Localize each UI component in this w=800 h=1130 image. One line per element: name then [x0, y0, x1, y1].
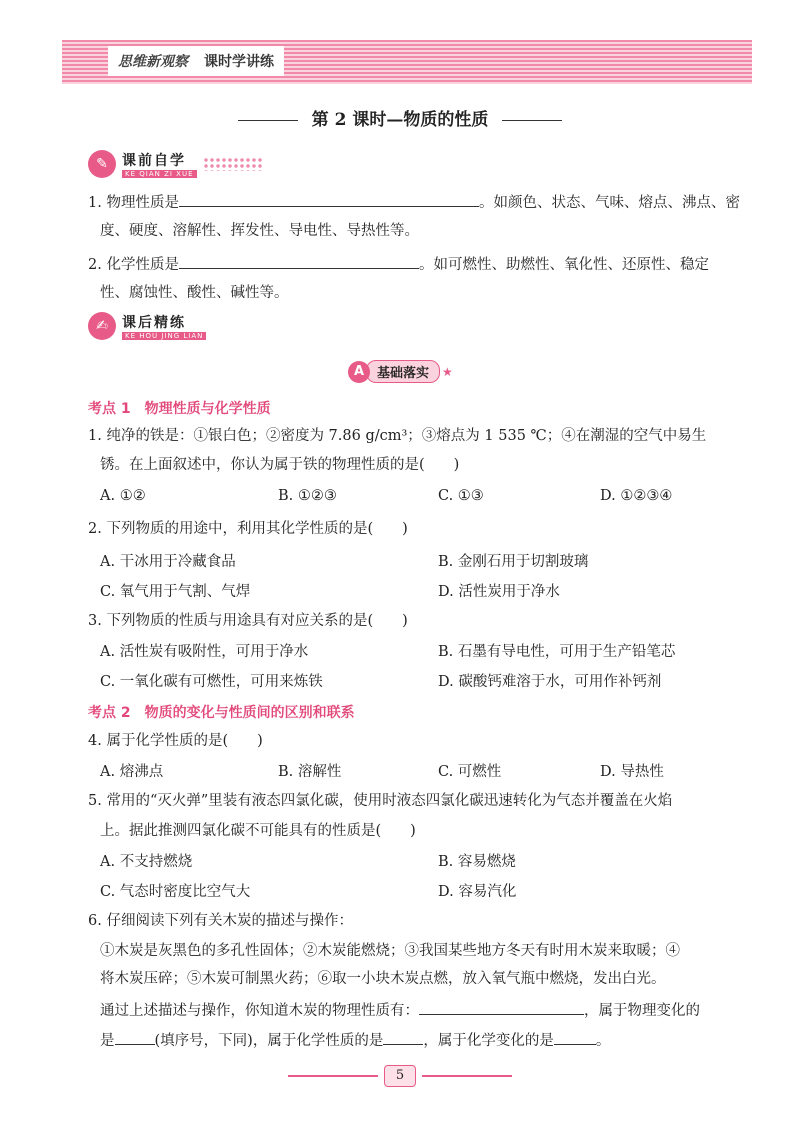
q6-stem-line4 — [100, 1000, 750, 1022]
q2-option-d[interactable]: D. 活性炭用于净水 — [438, 584, 560, 600]
q1-option-b[interactable]: B. ①②③ — [278, 488, 337, 504]
q2-stem: 2. 下列物质的用途中，利用其化学性质的是( ) — [88, 521, 408, 537]
section-post-badge — [88, 312, 206, 340]
answer-blank[interactable] — [179, 254, 419, 269]
q6-is-label: 是 — [100, 1033, 115, 1049]
q2-option-b[interactable]: B. 金刚石用于切割玻璃 — [438, 554, 589, 570]
q4-option-d[interactable]: D. 导热性 — [600, 764, 664, 780]
dot-pattern — [203, 157, 263, 171]
title-rule-right — [502, 120, 562, 121]
pre-q2-text: 。如可燃性、助燃性、氧化性、还原性、稳定 — [418, 257, 709, 273]
q2-option-c[interactable]: C. 氧气用于气割、气焊 — [100, 584, 251, 600]
q5-stem-line2: 上。据此推测四氯化碳不可能具有的性质是( ) — [100, 823, 416, 839]
q3-option-d[interactable]: D. 碳酸钙难溶于水，可用作补钙剂 — [438, 674, 662, 690]
header-tab — [108, 46, 284, 76]
q3-option-a[interactable]: A. 活性炭有吸附性，可用于净水 — [100, 644, 309, 660]
section-pre-title: 课前自学 — [122, 153, 186, 169]
pre-q1-text: 。如颜色、状态、气味、熔点、沸点、密 — [478, 195, 740, 211]
q3-stem: 3. 下列物质的性质与用途具有对应关系的是( ) — [88, 613, 408, 629]
title-rule-left — [238, 120, 298, 121]
q6-end: 。 — [595, 1033, 611, 1049]
answer-blank[interactable] — [115, 1030, 155, 1045]
section-post-title: 课后精练 — [122, 315, 186, 331]
q2-option-a[interactable]: A. 干冰用于冷藏食品 — [100, 554, 236, 570]
answer-blank[interactable] — [419, 1000, 584, 1015]
q1-stem-line2: 锈。在上面叙述中，你认为属于铁的物理性质的是( ) — [100, 457, 460, 473]
page-number-footer — [0, 1065, 800, 1087]
answer-blank[interactable] — [554, 1030, 596, 1045]
q4-option-c[interactable]: C. 可燃性 — [438, 764, 502, 780]
answer-blank[interactable] — [179, 192, 479, 207]
topic-2: 考点 2 物质的变化与性质间的区别和联系 — [88, 705, 355, 721]
q5-option-a[interactable]: A. 不支持燃烧 — [100, 854, 193, 870]
pre-q1-label: 1. 物理性质是 — [88, 195, 179, 211]
q6-stem-line3: 将木炭压碎；⑤木炭可制黑火药；⑥取一小块木炭点燃，放入氧气瓶中燃烧，发出白光。 — [100, 971, 666, 987]
q6-stem-line5 — [100, 1030, 750, 1052]
footer-rule-right — [422, 1075, 512, 1077]
page-number: 5 — [384, 1065, 416, 1087]
q4-option-b[interactable]: B. 溶解性 — [278, 764, 342, 780]
star-icon: ★ — [442, 364, 453, 379]
q3-option-c[interactable]: C. 一氧化碳有可燃性，可用来炼铁 — [100, 674, 323, 690]
section-pre-pinyin: KE QIAN ZI XUE — [122, 170, 197, 178]
title-dash: — — [386, 110, 404, 130]
q1-option-c[interactable]: C. ①③ — [438, 488, 484, 504]
lesson-topic: 物质的性质 — [403, 110, 489, 130]
answer-blank[interactable] — [383, 1030, 423, 1045]
q5-option-b[interactable]: B. 容易燃烧 — [438, 854, 516, 870]
q5-option-d[interactable]: D. 容易汽化 — [438, 884, 517, 900]
basic-badge — [348, 360, 453, 383]
q4-stem: 4. 属于化学性质的是( ) — [88, 733, 263, 749]
reading-icon: ✎ — [88, 150, 116, 178]
series-name: 思维新观察 — [118, 54, 188, 70]
book-name: 课时学讲练 — [204, 54, 274, 70]
badge-text: 基础落实 — [366, 360, 440, 383]
q6-chem-prop-label: (填序号，下同)，属于化学性质的是 — [154, 1033, 384, 1049]
q5-option-c[interactable]: C. 气态时密度比空气大 — [100, 884, 251, 900]
pre-q1-line2: 度、硬度、溶解性、挥发性、导电性、导热性等。 — [100, 223, 419, 239]
pencil-icon: ✍ — [88, 312, 116, 340]
pre-q2-line2: 性、腐蚀性、酸性、碱性等。 — [100, 285, 289, 301]
q6-chem-change-label: ，属于化学变化的是 — [423, 1033, 554, 1049]
q6-stem-line1: 6. 仔细阅读下列有关木炭的描述与操作： — [88, 913, 353, 929]
q6-stem-line2: ①木炭是灰黑色的多孔性固体；②木炭能燃烧；③我国某些地方冬天有时用木炭来取暖；④ — [100, 943, 680, 959]
section-pre-badge — [88, 150, 263, 178]
lesson-number: 第 2 课时 — [311, 110, 387, 130]
pre-q1-line1 — [88, 192, 738, 214]
q1-option-d[interactable]: D. ①②③④ — [600, 488, 673, 504]
q1-stem-line1: 1. 纯净的铁是：①银白色；②密度为 7.86 g/cm³；③熔点为 1 535 ℃；④在潮湿的空气中易生 — [88, 428, 707, 444]
q5-stem-line1: 5. 常用的“灭火弹”里装有液态四氯化碳，使用时液态四氯化碳迅速转化为气态并覆盖在火焰 — [88, 793, 673, 809]
pre-q2-line1 — [88, 254, 738, 276]
pre-q2-label: 2. 化学性质是 — [88, 257, 179, 273]
footer-rule-left — [288, 1075, 378, 1077]
q3-option-b[interactable]: B. 石墨有导电性，可用于生产铅笔芯 — [438, 644, 676, 660]
topic-1: 考点 1 物理性质与化学性质 — [88, 401, 271, 417]
q1-option-a[interactable]: A. ①② — [100, 488, 146, 504]
q6-physical-change-label: ，属于物理变化的 — [584, 1003, 700, 1019]
badge-letter: A — [348, 361, 370, 383]
q4-option-a[interactable]: A. 熔沸点 — [100, 764, 164, 780]
q6-physical-label: 通过上述描述与操作，你知道木炭的物理性质有： — [100, 1003, 419, 1019]
section-post-pinyin: KE HOU JING LIAN — [122, 332, 206, 340]
lesson-title — [0, 105, 800, 130]
